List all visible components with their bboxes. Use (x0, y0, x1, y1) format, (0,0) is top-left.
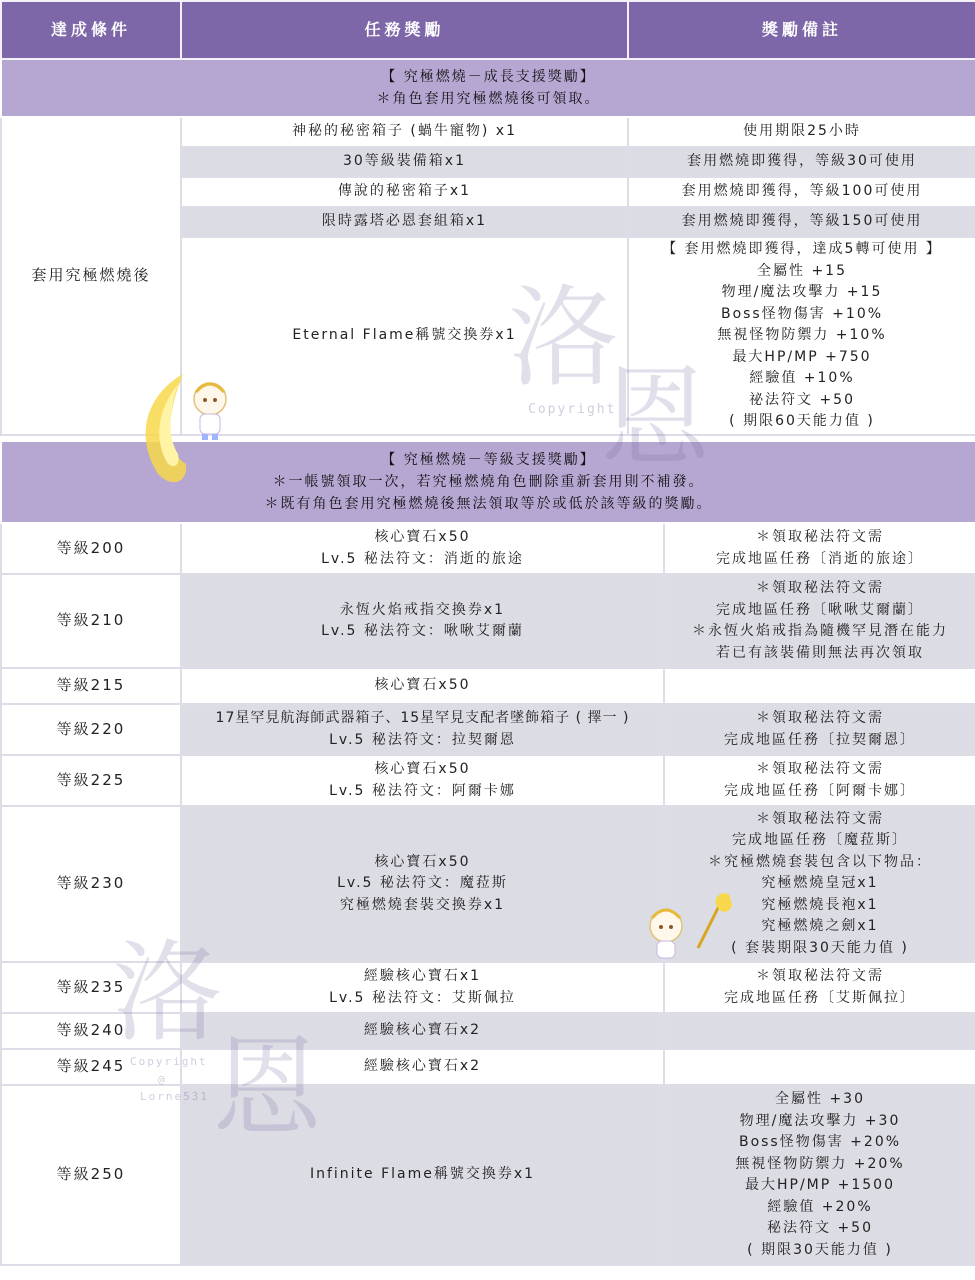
reward-cell: 經驗核心寶石x2 (181, 1013, 664, 1049)
remark-line: ＊領取秘法符文需 (756, 580, 884, 596)
reward-cell: 30等級裝備箱x1 (181, 147, 628, 177)
reward-cell: 限時露塔必恩套組箱x1 (181, 207, 628, 237)
level-cell: 等級250 (1, 1085, 181, 1265)
reward-line: 核心寶石x50 (374, 853, 471, 870)
remark-line: ( 期限60天能力值 ) (729, 413, 875, 430)
remark-line: ( 套裝期限30天能力值 ) (731, 939, 909, 956)
remark-line: 完成地區任務〔艾斯佩拉〕 (724, 989, 916, 1006)
remark-cell: 套用燃燒即獲得，等級30可使用 (628, 147, 975, 177)
remark-cell (664, 962, 975, 1013)
reward-line: 永恆火焰戒指交換券x1 (339, 601, 506, 618)
header-reward: 任務獎勵 (181, 1, 628, 59)
remark-line: ( 期限30天能力值 ) (747, 1241, 893, 1258)
remark-line: 秘法符文 +50 (767, 1220, 873, 1236)
remark-line: ＊領取秘法符文需 (756, 529, 884, 545)
section-note: ＊一帳號領取一次，若究極燃燒角色刪除重新套用則不補發。 (272, 474, 705, 490)
remark-line: 若已有該裝備則無法再次領取 (716, 644, 924, 661)
remark-line: 無視怪物防禦力 +10% (717, 327, 887, 344)
reward-cell (181, 704, 664, 755)
remark-cell (664, 668, 975, 704)
remark-line: ＊領取秘法符文需 (756, 968, 884, 984)
reward-line: 核心寶石x50 (374, 529, 471, 545)
section-level-banner (1, 441, 975, 523)
burn-growth-table (0, 0, 975, 436)
reward-line: 17星罕見航海師武器箱子、15星罕見支配者墜飾箱子 ( 擇一 ) (215, 710, 630, 726)
remark-line: 全屬性 +15 (757, 262, 847, 279)
level-cell: 等級225 (1, 755, 181, 806)
remark-line: ＊永恆火焰戒指為隨機罕見潛在能力 (692, 623, 948, 639)
remark-line: 無視怪物防禦力 +20% (735, 1155, 905, 1172)
reward-line: Lv.5 秘法符文：艾斯佩拉 (329, 989, 516, 1006)
table-header (1, 1, 975, 59)
remark-line: ＊領取秘法符文需 (756, 710, 884, 726)
remark-cell (664, 806, 975, 962)
remark-line: 最大HP/MP +1500 (744, 1177, 896, 1193)
remark-line: ＊領取秘法符文需 (756, 810, 884, 827)
level-cell: 等級215 (1, 668, 181, 704)
table-row (1, 1013, 975, 1049)
remark-line: 全屬性 +30 (775, 1091, 865, 1107)
table-row (1, 574, 975, 668)
watermark-author: Lorne531 (140, 1090, 209, 1103)
watermark-glyph: 恩 (212, 1024, 324, 1152)
reward-cell (181, 755, 664, 806)
table-row (1, 1085, 975, 1265)
table-row (1, 668, 975, 704)
section-title: 【 究極燃燒－等級支援獎勵】 (381, 452, 596, 468)
section-title: 【 究極燃燒－成長支援獎勵】 (381, 69, 596, 85)
remark-cell (628, 237, 975, 435)
level-cell: 等級235 (1, 962, 181, 1013)
condition-cell: 套用究極燃燒後 (1, 117, 181, 435)
header-condition: 達成條件 (1, 1, 181, 59)
remark-line: 究極燃燒長袍x1 (761, 896, 879, 913)
remark-line: 祕法符文 +50 (749, 391, 855, 408)
remark-line: 究極燃燒皇冠x1 (761, 875, 879, 892)
remark-line: 物理/魔法攻擊力 +30 (739, 1112, 901, 1129)
watermark-at: @ (158, 1073, 167, 1086)
reward-line: Lv.5 秘法符文：阿爾卡娜 (329, 782, 516, 799)
section-level-heading (1, 441, 975, 523)
remark-line: 經驗值 +20% (767, 1198, 873, 1215)
reward-cell (181, 523, 664, 574)
remark-cell (664, 755, 975, 806)
table-row (1, 1049, 975, 1085)
watermark-glyph: 洛 (508, 274, 620, 402)
level-cell: 等級245 (1, 1049, 181, 1085)
remark-line: 究極燃燒之劍x1 (761, 918, 879, 935)
reward-cell: 神秘的秘密箱子 (蝸牛寵物) x1 (181, 117, 628, 147)
section-note: ＊既有角色套用究極燃燒後無法領取等於或低於該等級的獎勵。 (264, 496, 713, 512)
level-cell: 等級230 (1, 806, 181, 962)
reward-line: 究極燃燒套裝交換券x1 (339, 896, 506, 913)
remark-line: ＊究極燃燒套裝包含以下物品： (708, 853, 932, 870)
remark-cell: 套用燃燒即獲得，等級100可使用 (628, 177, 975, 207)
level-cell: 等級200 (1, 523, 181, 574)
remark-line: 完成地區任務〔阿爾卡娜〕 (724, 782, 916, 799)
remark-line: 完成地區任務〔拉契爾恩〕 (724, 731, 916, 748)
reward-line: 核心寶石x50 (374, 761, 471, 777)
section-growth-heading (1, 59, 975, 117)
watermark-copyright: Copyright (528, 402, 617, 417)
remark-cell (664, 1085, 975, 1265)
burn-level-table (0, 440, 975, 1266)
remark-cell: 套用燃燒即獲得，等級150可使用 (628, 207, 975, 237)
reward-cell (181, 806, 664, 962)
reward-line: Lv.5 秘法符文：拉契爾恩 (329, 731, 516, 748)
watermark-glyph: 恩 (600, 354, 712, 482)
reward-line: Lv.5 秘法符文：消逝的旅途 (321, 550, 524, 567)
reward-cell: Infinite Flame稱號交換券x1 (181, 1085, 664, 1265)
table-row (1, 117, 975, 147)
remark-line: 物理/魔法攻擊力 +15 (721, 284, 883, 301)
reward-cell: 傳說的秘密箱子x1 (181, 177, 628, 207)
reward-line: 經驗核心寶石x1 (363, 968, 482, 984)
level-cell: 等級220 (1, 704, 181, 755)
level-cell: 等級240 (1, 1013, 181, 1049)
table-row (1, 704, 975, 755)
remark-cell (664, 523, 975, 574)
remark-cell (664, 1013, 975, 1049)
table-row (1, 523, 975, 574)
reward-cell: 核心寶石x50 (181, 668, 664, 704)
watermark-copyright: Copyright (130, 1055, 208, 1068)
reward-cell: Eternal Flame稱號交換券x1 (181, 237, 628, 435)
remark-line: 最大HP/MP +750 (732, 348, 872, 365)
level-cell: 等級210 (1, 574, 181, 668)
table-row (1, 806, 975, 962)
section-note: ＊角色套用究極燃燒後可領取。 (376, 91, 601, 107)
remark-line: Boss怪物傷害 +10% (720, 305, 884, 322)
remark-line: Boss怪物傷害 +20% (738, 1134, 902, 1150)
remark-line: 【 套用燃燒即獲得，達成5轉可使用 】 (662, 241, 942, 258)
table-row (1, 755, 975, 806)
remark-cell (664, 704, 975, 755)
reward-cell (181, 962, 664, 1013)
remark-cell (664, 574, 975, 668)
reward-line: Lv.5 秘法符文：魔菈斯 (337, 875, 508, 892)
reward-line: Lv.5 秘法符文：啾啾艾爾蘭 (321, 623, 524, 639)
remark-line: 完成地區任務〔魔菈斯〕 (732, 832, 908, 849)
header-remark: 獎勵備註 (628, 1, 975, 59)
section-growth-banner (1, 59, 975, 117)
remark-cell (664, 1049, 975, 1085)
reward-cell (181, 574, 664, 668)
watermark-glyph: 洛 (112, 929, 224, 1057)
remark-line: 完成地區任務〔消逝的旅途〕 (716, 550, 924, 567)
remark-line: ＊領取秘法符文需 (756, 761, 884, 777)
remark-line: 完成地區任務〔啾啾艾爾蘭〕 (716, 601, 924, 618)
reward-cell: 經驗核心寶石x2 (181, 1049, 664, 1085)
remark-cell: 使用期限25小時 (628, 117, 975, 147)
table-row (1, 962, 975, 1013)
remark-line: 經驗值 +10% (749, 370, 855, 387)
